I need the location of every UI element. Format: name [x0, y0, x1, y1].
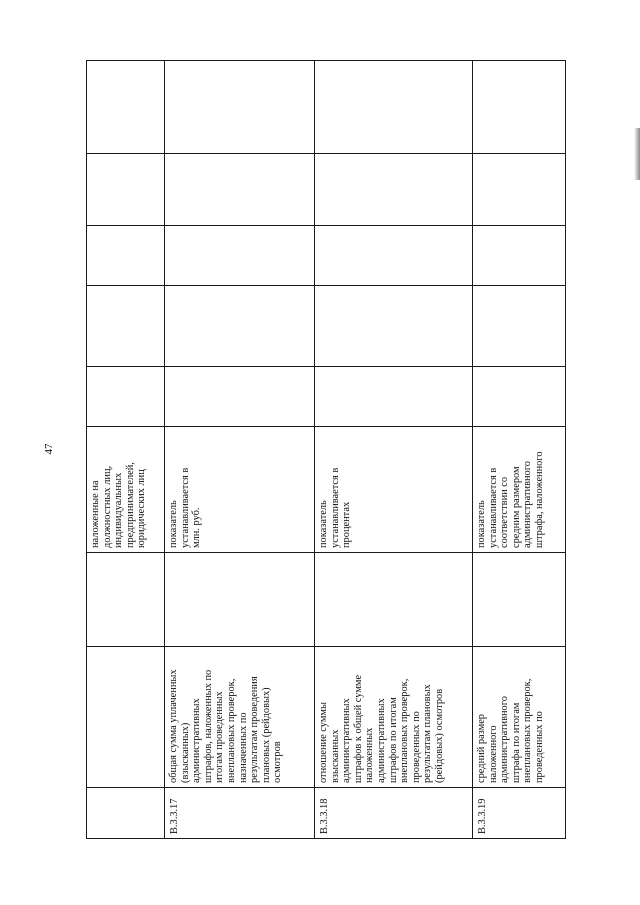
cell-basis: [165, 553, 315, 647]
cell-code: [315, 788, 473, 839]
cell-col9: [165, 61, 315, 154]
cell-col8: [473, 154, 566, 226]
cell-note: [87, 427, 165, 553]
cell-col9: [87, 61, 165, 154]
cell-code-text: B.3.3.17: [169, 798, 180, 834]
table-body: [87, 61, 566, 839]
cell-indicator-name: [315, 647, 473, 788]
cell-note-text: наложенные на должностных лиц, индивидуальных предпринимателей, юридических лиц: [90, 462, 148, 548]
cell-basis: [87, 553, 165, 647]
table-row: [473, 61, 566, 839]
cell-note-text: показатель устанавливается в млн. руб.: [168, 467, 203, 548]
indicator-table: [86, 60, 566, 839]
scan-edge-shadow: [634, 128, 640, 180]
cell-col7: [165, 226, 315, 286]
cell-indicator-name: [473, 647, 566, 788]
table-container: [86, 61, 565, 839]
page-number: 47: [43, 443, 55, 455]
table-row: [165, 61, 315, 839]
cell-col7: [473, 226, 566, 286]
cell-col8: [315, 154, 473, 226]
cell-indicator-name-text: отношение суммы взысканных административных штрафов к общей сумме наложенных административных штрафов по итогам внеплановых проверок, проведенных по результатам плановых (рейдовых) осмотров: [318, 674, 445, 783]
cell-col5: [315, 367, 473, 427]
cell-indicator-name-text: общая сумма уплаченных (взысканных) административных штрафов, наложенных по итогам проведенных внеплановых проверок, назначенных по результатам проведения плановых (рейдовых) осмотров: [168, 669, 284, 783]
cell-code: [473, 788, 566, 839]
cell-col7: [87, 226, 165, 286]
cell-code: [87, 788, 165, 839]
cell-col6: [315, 286, 473, 367]
cell-note-text: показатель устанавливается в соответствии со средним размером административного штрафа, наложенного: [476, 451, 545, 548]
cell-basis: [315, 553, 473, 647]
cell-col5: [87, 367, 165, 427]
cell-col8: [165, 154, 315, 226]
cell-col6: [473, 286, 566, 367]
cell-note-text: показатель устанавливается в процентах: [318, 467, 353, 548]
cell-col5: [473, 367, 566, 427]
cell-indicator-name-text: средний размер наложенного административного штрафа по итогам внеплановых проверок, проведенных по: [476, 678, 545, 783]
cell-note: [473, 427, 566, 553]
table-row: [87, 61, 165, 839]
table-row: [315, 61, 473, 839]
cell-col8: [87, 154, 165, 226]
cell-indicator-name: [87, 647, 165, 788]
cell-col9: [315, 61, 473, 154]
cell-code: [165, 788, 315, 839]
cell-code-text: B.3.3.19: [477, 798, 488, 834]
cell-code-text: B.3.3.18: [319, 798, 330, 834]
cell-col6: [87, 286, 165, 367]
cell-col7: [315, 226, 473, 286]
cell-basis: [473, 553, 566, 647]
cell-col9: [473, 61, 566, 154]
cell-col6: [165, 286, 315, 367]
cell-col5: [165, 367, 315, 427]
cell-note: [165, 427, 315, 553]
cell-indicator-name: [165, 647, 315, 788]
cell-note: [315, 427, 473, 553]
